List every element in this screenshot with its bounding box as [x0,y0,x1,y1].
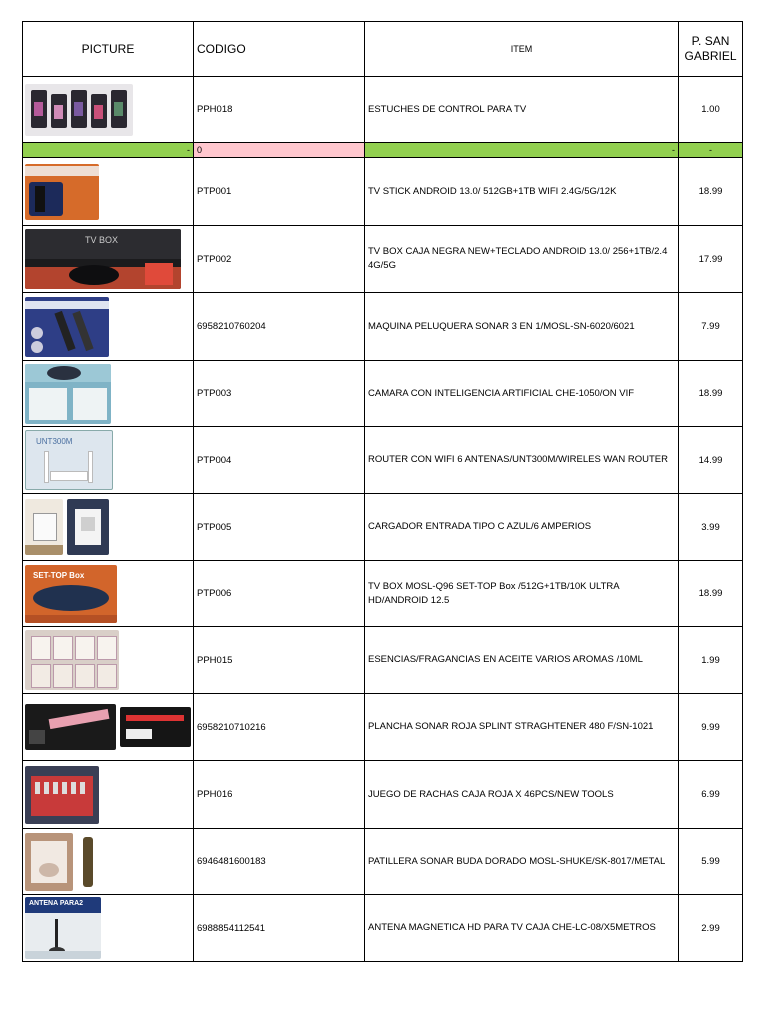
remote-cases-photo [25,84,133,136]
header-price [679,22,743,77]
product-picture [23,494,194,561]
product-item: PLANCHA SONAR ROJA SPLINT STRAGHTENER 480 F/SN-1021 [365,694,679,761]
product-picture [23,561,194,627]
header-row [23,22,743,77]
product-price: 7.99 [679,293,743,361]
tv-stick-box-photo [25,164,99,220]
product-picture [23,761,194,829]
product-item: JUEGO DE RACHAS CAJA ROJA X 46PCS/NEW TOOLS [365,761,679,829]
product-code: 6988854112541 [194,895,365,962]
table-row [23,829,743,895]
product-code: PTP005 [194,494,365,561]
product-picture [23,627,194,694]
product-price: 18.99 [679,361,743,427]
product-picture [23,427,194,494]
product-price: 18.99 [679,158,743,226]
price-list-sheet [22,21,742,962]
header-item: ITEM [365,22,679,77]
product-item: ESENCIAS/FRAGANCIAS EN ACEITE VARIOS AROMAS /10ML [365,627,679,694]
product-item: TV BOX CAJA NEGRA NEW+TECLADO ANDROID 13.0/ 256+1TB/2.4 4G/5G [365,226,679,293]
product-price: 1.99 [679,627,743,694]
product-item: PATILLERA SONAR BUDA DORADO MOSL-SHUKE/SK-8017/METAL [365,829,679,895]
table-row [23,694,743,761]
product-picture [23,895,194,962]
product-item: ESTUCHES DE CONTROL PARA TV [365,77,679,143]
product-code: 6946481600183 [194,829,365,895]
separator-price: - [679,143,743,158]
hair-clipper-box-photo [25,297,109,357]
product-code: PPH018 [194,77,365,143]
charger-pack-photo [25,499,191,555]
product-price: 2.99 [679,895,743,962]
product-item: CAMARA CON INTELIGENCIA ARTIFICIAL CHE-1050/ON VIF [365,361,679,427]
product-picture [23,226,194,293]
table-row [23,895,743,962]
product-picture [23,694,194,761]
product-code: 6958210710216 [194,694,365,761]
product-price: 14.99 [679,427,743,494]
tv-box-keyboard-photo: TV BOX [25,229,181,289]
table-row [23,293,743,361]
set-top-box-photo: SET-TOP Box [25,565,117,623]
table-row [23,77,743,143]
product-price: 18.99 [679,561,743,627]
product-item: TV STICK ANDROID 13.0/ 512GB+1TB WIFI 2.4G/5G/12K [365,158,679,226]
tool-set-case-photo [25,766,99,824]
table-row [23,761,743,829]
product-item: ANTENA MAGNETICA HD PARA TV CAJA CHE-LC-08/X5METROS [365,895,679,962]
table-row [23,561,743,627]
product-picture [23,361,194,427]
product-code: PTP004 [194,427,365,494]
product-code: PTP001 [194,158,365,226]
product-code: PPH015 [194,627,365,694]
camera-box-photo [25,364,111,424]
product-code: PPH016 [194,761,365,829]
product-item: ROUTER CON WIFI 6 ANTENAS/UNT300M/WIRELES WAN ROUTER [365,427,679,494]
product-item: MAQUINA PELUQUERA SONAR 3 EN 1/MOSL-SN-6020/6021 [365,293,679,361]
product-item: TV BOX MOSL-Q96 SET-TOP Box /512G+1TB/10K ULTRA HD/ANDROID 12.5 [365,561,679,627]
header-picture: PICTURE [23,22,194,77]
product-code: PTP002 [194,226,365,293]
product-code: 6958210760204 [194,293,365,361]
product-price: 1.00 [679,77,743,143]
product-code: PTP006 [194,561,365,627]
header-price-line2: GABRIEL [684,49,737,63]
separator-row [23,143,743,158]
table-row [23,627,743,694]
product-table [22,21,743,962]
product-picture [23,158,194,226]
header-price-line1: P. SAN [691,34,730,48]
product-picture [23,829,194,895]
product-price: 17.99 [679,226,743,293]
table-row [23,158,743,226]
tv-antenna-box-photo: ANTENA PARA2 [25,897,101,959]
product-price: 9.99 [679,694,743,761]
product-price: 6.99 [679,761,743,829]
separator-picture: - [23,143,194,158]
product-item: CARGADOR ENTRADA TIPO C AZUL/6 AMPERIOS [365,494,679,561]
header-code: CODIGO [194,22,365,77]
product-price: 3.99 [679,494,743,561]
router-box-photo: UNT300M [25,430,113,490]
fragrance-oils-photo [25,630,119,690]
separator-code: 0 [194,143,365,158]
trimmer-box-photo [25,833,191,891]
separator-item: - [365,143,679,158]
table-row [23,226,743,293]
hair-straightener-photo [25,704,191,750]
product-price: 5.99 [679,829,743,895]
table-row [23,427,743,494]
product-picture [23,293,194,361]
product-code: PTP003 [194,361,365,427]
table-row [23,494,743,561]
product-picture [23,77,194,143]
table-row [23,361,743,427]
